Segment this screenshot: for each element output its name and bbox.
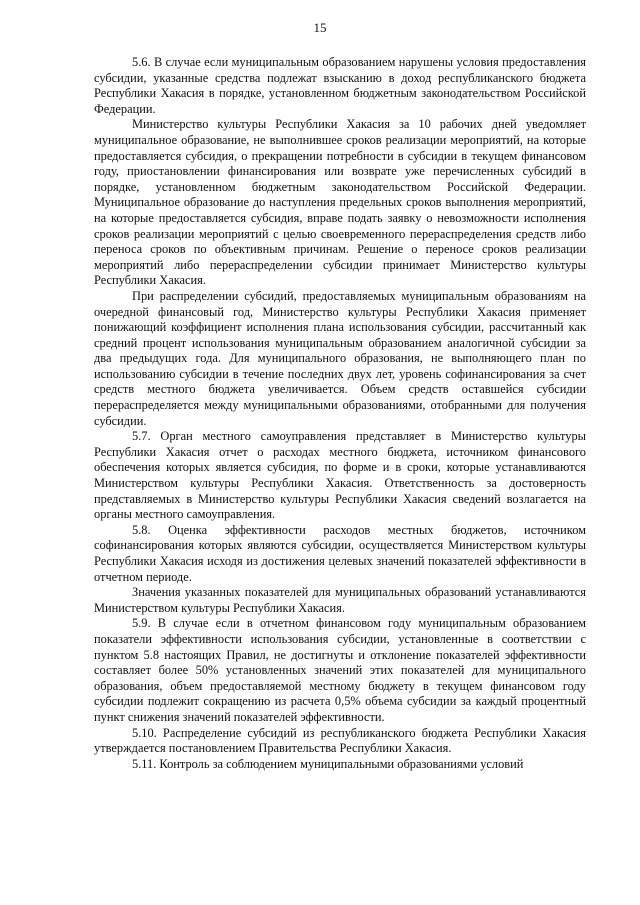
paragraph-5-9: 5.9. В случае если в отчетном финансовом году муниципальным образованием показатели эффективности использования субсидии, установленные в соответствии с пунктом 5.8 настоящих Правил, не достигнуты и отклонение показателей эффективности составляет более 50% установленных значений этих показателей для муниципального образования, объем предоставляемой местному бюджету в текущем финансовом году субсидии подлежит сокращению из расчета 0,5% объема субсидии за каждый процентный пункт снижения значений показателей эффективности. [94, 616, 586, 724]
page-number: 15 [313, 20, 327, 35]
document-body [94, 55, 586, 772]
paragraph-5-6: 5.6. В случае если муниципальным образованием нарушены условия предоставления субсидии, указанные средства подлежат взысканию в доход республиканского бюджета Республики Хакасия в порядке, установленном бюджетным законодательством Российской Федерации. [94, 55, 586, 116]
paragraph-5-8: 5.8. Оценка эффективности расходов местных бюджетов, источником софинансирования которых являются субсидии, осуществляется Министерством культуры Республики Хакасия исходя из достижения целевых значений показателей эффективности в отчетном периоде. [94, 522, 586, 584]
paragraph-indicator-values: Значения указанных показателей для муниципальных образований устанавливаются Министерством культуры Республики Хакасия. [94, 585, 586, 615]
paragraph-5-7: 5.7. Орган местного самоуправления представляет в Министерство культуры Республики Хакасия отчет о расходах местного бюджета, источником финансового обеспечения которых является субсидия, по форме и в сроки, которые устанавливаются Министерством культуры Республики Хакасия. Ответственность за достоверность представляемых в Министерство культуры Республики Хакасия сведений возлагается на органы местного самоуправления. [94, 429, 586, 522]
paragraph-ministry-notice: Министерство культуры Республики Хакасия за 10 рабочих дней уведомляет муниципальное образование, не выполнившее сроков реализации мероприятий, на которые предоставляется субсидия, о прекращении потребности в субсидии в текущем финансовом году, приостановлении финансирования или возврате уже перечисленных субсидий в порядке, установленном бюджетным законодательством Российской Федерации. Муниципальное образование до наступления предельных сроков выполнения мероприятий, на которые предоставляется субсидия, вправе подать заявку о невозможности исполнения сроков реализации мероприятий с целью своевременного перераспределения средств либо переноса сроков по объективным причинам. Решение о переносе сроков реализации мероприятий либо перераспределении субсидии принимает Министерство культуры Республики Хакасия. [94, 117, 586, 288]
paragraph-5-11: 5.11. Контроль за соблюдением муниципальными образованиями условий [132, 756, 524, 771]
paragraph-distribution: При распределении субсидий, предоставляемых муниципальным образованиям на очередной финансовый год, Министерство культуры Республики Хакасия применяет понижающий коэффициент исполнения плана использования субсидии, рассчитанный как средний процент использования муниципальным образованием аналогичной субсидии за два предыдущих года. Для муниципального образования, не выполняющего план по использованию субсидии в течение последних двух лет, уровень софинансирования за счет средств местного бюджета увеличивается. Объем средств оставшейся субсидии перераспределяется между муниципальными образованиями, отобранными для получения субсидии. [94, 288, 586, 428]
paragraph-5-10: 5.10. Распределение субсидий из республиканского бюджета Республики Хакасия утверждается постановлением Правительства Республики Хакасия. [94, 725, 586, 756]
